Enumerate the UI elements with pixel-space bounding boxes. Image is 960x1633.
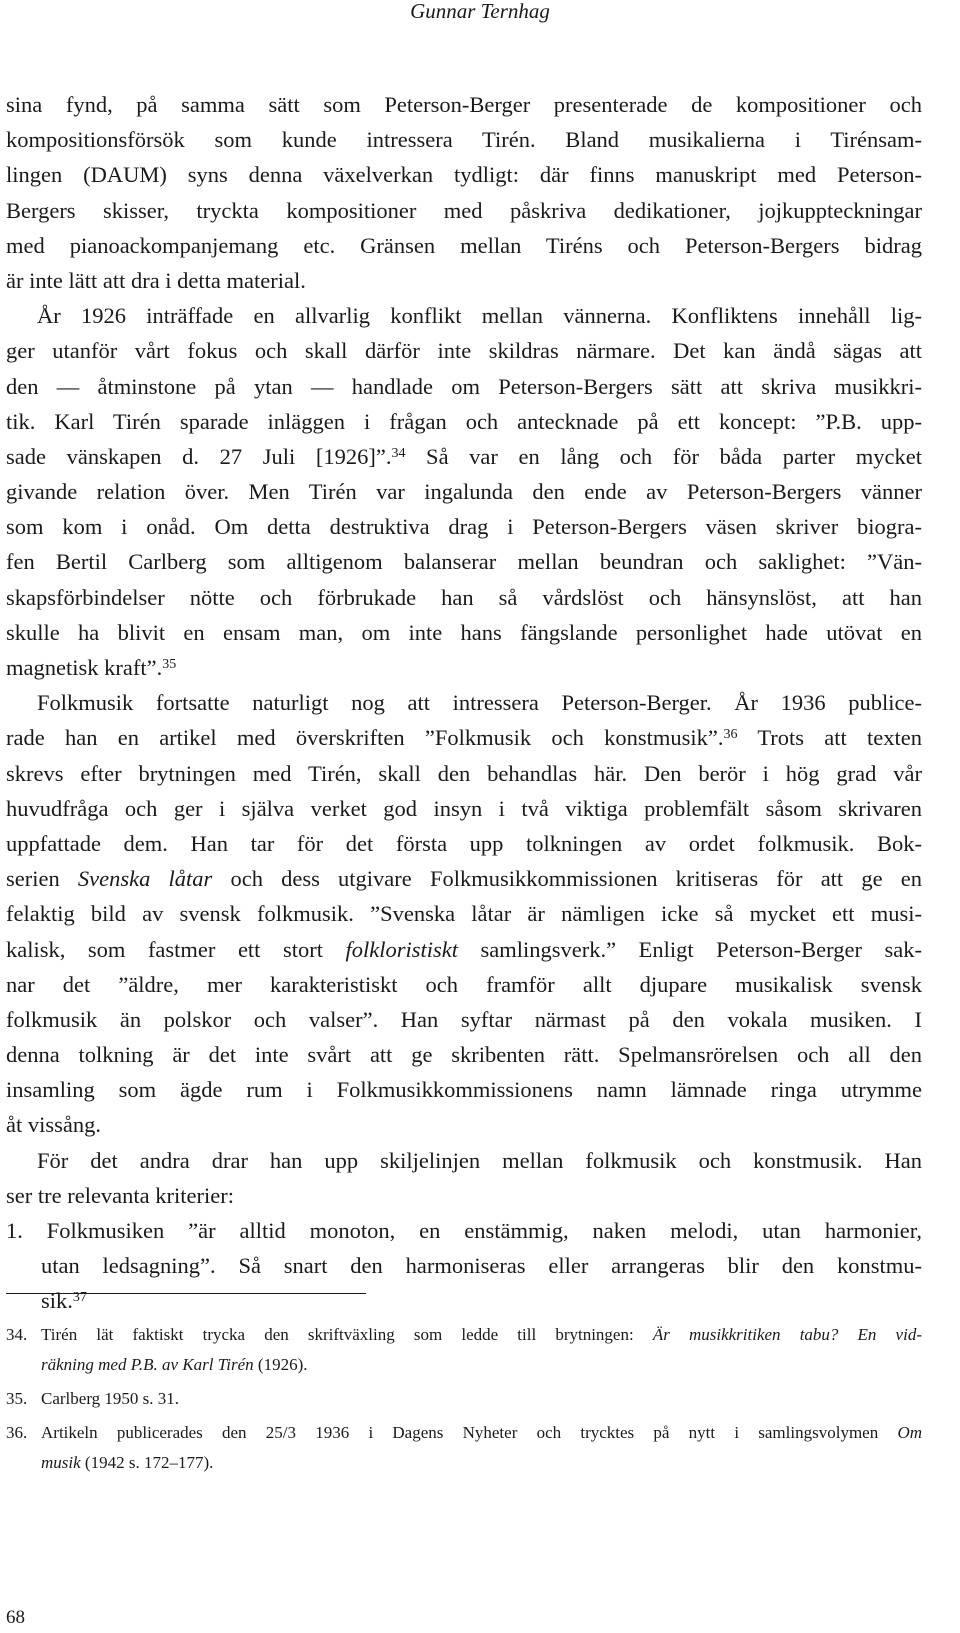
body-line: För det andra drar han upp skiljelinjen mellan folkmusik och konstmusik. Han (37, 1147, 922, 1173)
footnote-text: Tirén lät faktiskt trycka den skriftväxling som ledde till brytningen: (41, 1325, 653, 1344)
body-line: den — åtminstone på ytan — handlade om Peterson-Bergers sätt att skriva musikkri- (6, 373, 922, 399)
list-item-line (6, 1283, 922, 1318)
body-line: som kom i onåd. Om detta destruktiva drag i Peterson-Bergers väsen skriver biogra- (6, 514, 922, 540)
footnote-number: 36. (6, 1423, 28, 1442)
page-number: 68 (6, 1607, 25, 1628)
body-line: uppfattade dem. Han tar för det första upp tolkningen av ordet folkmusik. Bok- (6, 830, 922, 856)
body-line: lingen (DAUM) syns denna växelverkan tydligt: där finns manuskript med Peterson- (6, 162, 922, 188)
body-line: felaktig bild av svensk folkmusik. ”Svenska låtar är nämligen icke så mycket ett musi- (6, 901, 922, 927)
list-item-line: 1. Folkmusiken ”är alltid monoton, en enstämmig, naken melodi, utan harmonier, (6, 1218, 922, 1243)
book-title: Svenska låtar (77, 866, 213, 892)
body-text-run: kalisk, som fastmer ett stort (6, 936, 346, 962)
footnote-line (41, 1350, 922, 1380)
body-text-run: rade han en artikel med överskriften ”Folkmusik och konstmusik”. (6, 725, 724, 751)
body-line (6, 439, 922, 474)
body-line: Bergers skisser, tryckta kompositioner med påskriva dedikationer, jojkuppteckningar (6, 197, 922, 223)
footnote-line (41, 1418, 922, 1448)
body-line: Folkmusik fortsatte naturligt nog att intressera Peterson-Berger. År 1936 publice- (37, 690, 922, 716)
body-line: huvudfråga och ger i själva verket god insyn i två viktiga problemfält såsom skrivaren (6, 795, 922, 821)
body-line: insamling som ägde rum i Folkmusikkommissionens namn lämnade ringa utrymme (6, 1077, 922, 1103)
footnote-reference[interactable]: 35 (162, 657, 177, 672)
footnote-reference[interactable]: 34 (391, 445, 406, 461)
body-text-run: och dess utgivare Folkmusikkommissionen kritiseras för att ge en (212, 866, 922, 892)
footnote-line (41, 1320, 922, 1350)
emphasis: folkloristiskt (345, 936, 458, 962)
body-text-run: serien (6, 866, 78, 892)
footnote-text: Carlberg 1950 s. 31. (41, 1389, 180, 1408)
footnote-number: 35. (6, 1389, 28, 1408)
footnote-title: Är musikkritiken tabu? En vid- (652, 1325, 922, 1344)
body-text (6, 87, 922, 1319)
list-item-line: utan ledsagning”. Så snart den harmoniseras eller arrangeras blir den konstmu- (41, 1253, 922, 1279)
body-line: kompositionsförsök som kunde intressera Tirén. Bland musikalierna i Tirénsam- (6, 127, 922, 153)
footnote-title: Om (897, 1423, 922, 1442)
body-line: nar det ”äldre, mer karakteristiskt och framför allt djupare musikalisk svensk (6, 971, 922, 997)
body-text-run: sik. (41, 1288, 73, 1314)
footnote-line (41, 1448, 922, 1478)
body-line: åt vissång. (6, 1112, 101, 1138)
body-line (6, 861, 922, 896)
body-line: fen Bertil Carlberg som alltigenom balanserar mellan beundran och saklighet: ”Vän- (6, 549, 922, 575)
body-line: folkmusik än polskor och valser”. Han syftar närmast på den vokala musiken. I (6, 1006, 922, 1032)
body-line (6, 720, 922, 755)
body-line: givande relation över. Men Tirén var ingalunda den ende av Peterson-Bergers vänner (6, 479, 922, 505)
body-line: är inte lätt att dra i detta material. (6, 267, 306, 293)
footnote-reference[interactable]: 37 (72, 1290, 87, 1306)
body-line: denna tolkning är det inte svårt att ge skribenten rätt. Spelmansrörelsen och all den (6, 1042, 922, 1068)
footnote-title: räkning med P.B. av Karl Tirén (41, 1355, 254, 1374)
footnote-34 (6, 1320, 922, 1380)
body-line: skapsförbindelser nötte och förbrukade han så vårdslöst och hänsynslöst, att han (6, 584, 922, 610)
body-line: tik. Karl Tirén sparade inläggen i frågan och antecknade på ett koncept: ”P.B. upp- (6, 408, 922, 434)
body-text-run: Så var en lång och för båda parter mycket (405, 443, 922, 469)
body-line (6, 932, 922, 967)
footnote-text: Artikeln publicerades den 25/3 1936 i Dagens Nyheter och trycktes på nytt i samlingsvolymen (41, 1423, 898, 1442)
footnote-text: (1942 s. 172–177). (80, 1453, 214, 1472)
body-text-run: samlingsverk.” Enligt Peterson-Berger sak- (458, 936, 922, 962)
body-line: ger utanför vårt fokus och skall därför inte skildras närmare. Det kan ändå sägas att (6, 338, 922, 364)
footnote-number: 34. (6, 1325, 28, 1344)
body-line: med pianoackompanjemang etc. Gränsen mellan Tiréns och Peterson-Bergers bidrag (6, 232, 922, 258)
body-text-run: magnetisk kraft”. (6, 655, 163, 680)
footnote-reference[interactable]: 36 (723, 727, 738, 743)
footnotes (6, 1320, 922, 1482)
footnote-text: (1926). (253, 1355, 308, 1374)
body-line: ser tre relevanta kriterier: (6, 1182, 234, 1208)
body-line: skrevs efter brytningen med Tirén, skall den behandlas här. Den berör i hög grad vår (6, 760, 922, 786)
running-head: Gunnar Ternhag (410, 0, 550, 23)
footnote-36 (6, 1418, 922, 1478)
body-line: sina fynd, på samma sätt som Peterson-Berger presenterade de kompositioner och (6, 92, 922, 117)
footnote-35 (6, 1384, 922, 1414)
body-text-run: Trots att texten (737, 725, 922, 751)
body-line: skulle ha blivit en ensam man, om inte hans fängslande personlighet hade utövat en (6, 619, 922, 645)
footnote-separator (6, 1293, 366, 1294)
body-text-run: sade vänskapen d. 27 Juli [1926]”. (6, 443, 392, 469)
body-line (6, 650, 922, 685)
footnote-title: musik (41, 1453, 81, 1472)
body-line: År 1926 inträffade en allvarlig konflikt mellan vännerna. Konfliktens innehåll lig- (37, 303, 922, 329)
